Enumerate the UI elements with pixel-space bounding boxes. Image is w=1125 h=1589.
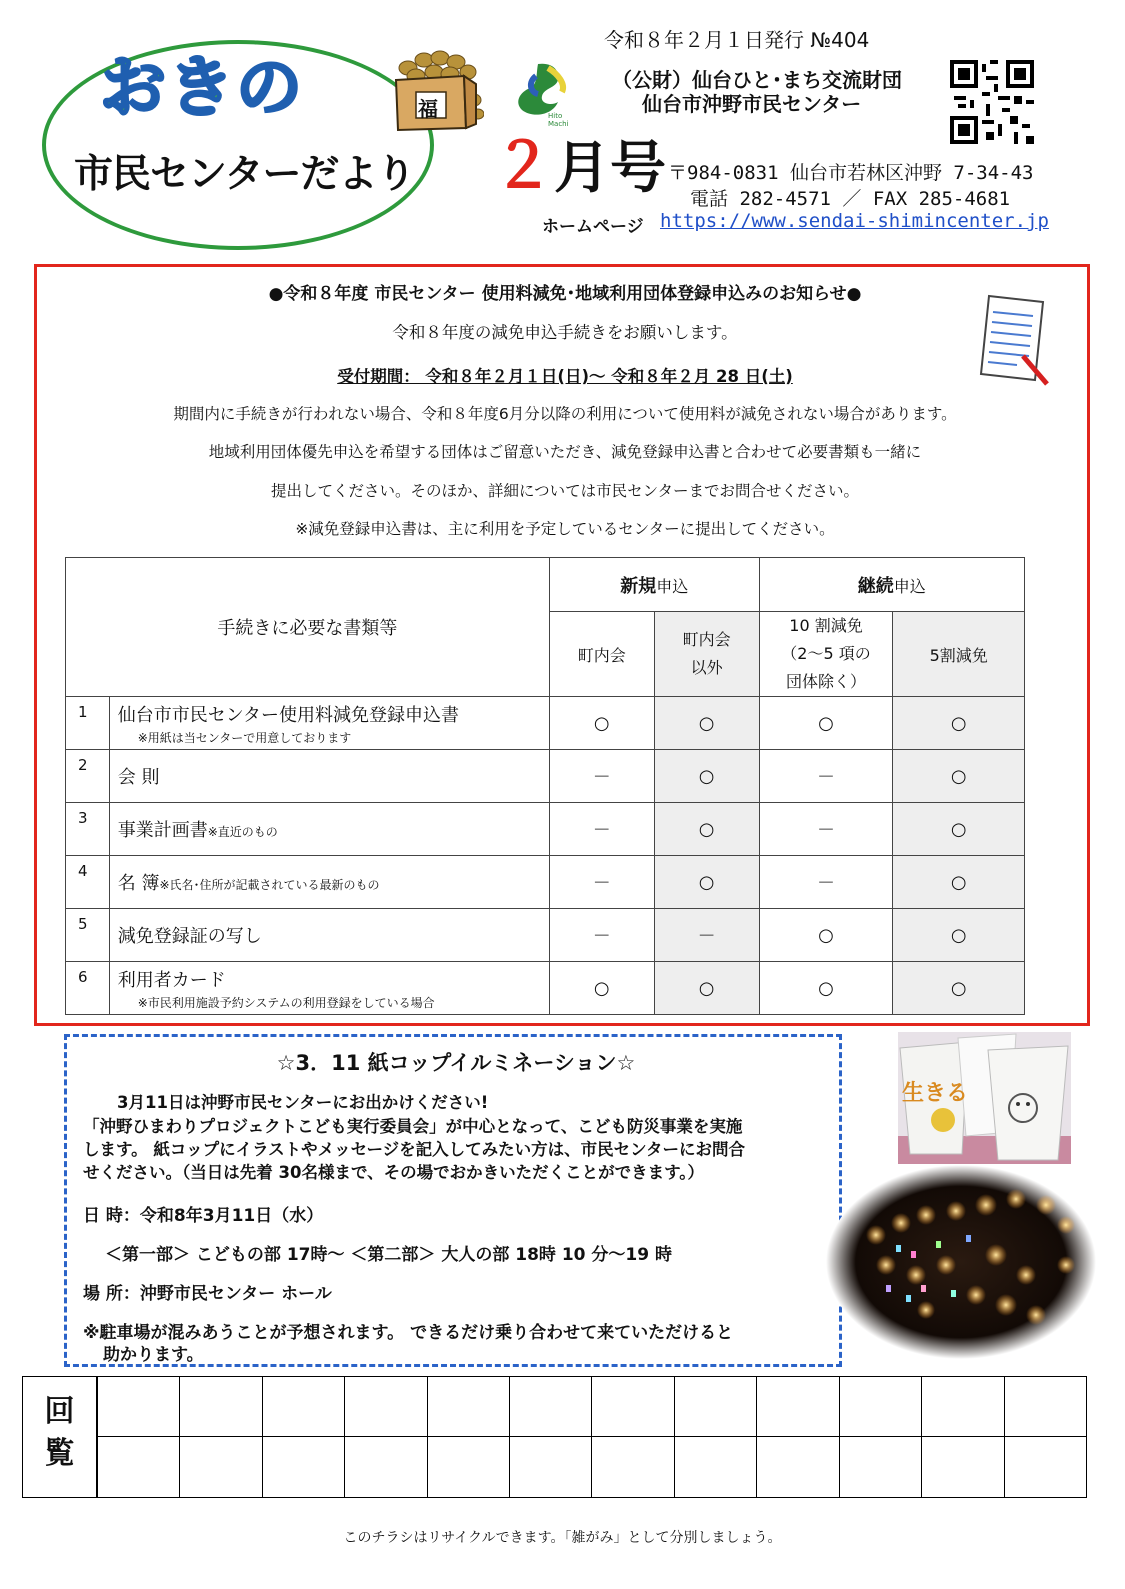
address: 〒984-0831 仙台市若林区沖野 7-34-43 [668,162,1034,184]
stamp-cell [509,1377,591,1437]
stamp-cell [1004,1377,1086,1437]
paper-cups-photo [898,1032,1071,1164]
col-chonaikai: 町内会 [549,612,654,697]
document-name-cell [109,909,549,962]
col-full-exemption [759,612,893,697]
stamp-cell [427,1377,509,1437]
requirement-mark: ○ [698,712,715,734]
reception-period: 受付期間： 令和８年２月１日(日)～ 令和８年２月 28 日(土) [337,367,793,386]
requirement-mark: ○ [950,818,967,840]
circulation-char-1: 回 [44,1394,75,1429]
table-row [66,750,1025,803]
row-number: 4 [66,856,110,909]
stamp-cell [179,1377,261,1437]
col-half-exemption: 5割減免 [893,612,1025,697]
month-heading [492,129,667,202]
continuing-application-header [759,558,1024,612]
requirement-cell [893,856,1025,909]
requirement-mark: － [817,767,835,788]
phone-fax: 電話 282-4571 ／ FAX 285-4681 [690,188,1011,210]
requirement-mark: ○ [818,924,834,946]
col-non-chonaikai [654,612,759,697]
continuing-label-suffix: 申込 [893,576,926,596]
stamp-cell [179,1437,261,1497]
stamp-cell [591,1377,673,1437]
notice-line-5: ※減免登録申込書は、主に利用を予定しているセンターに提出してください。 [295,520,835,538]
requirement-mark: － [817,820,835,841]
requirement-mark: － [592,926,611,947]
requirement-mark: ○ [818,712,834,734]
event-place: 場 所：沖野市民センター ホール [83,1284,332,1304]
cup-message: 生きる [902,1081,969,1106]
docs-header: 手続きに必要な書類等 [66,558,550,697]
requirement-cell [759,909,893,962]
requirement-mark: ○ [950,712,967,734]
new-label: 新規 [620,575,657,597]
requirement-cell [654,750,759,803]
event-para-3: します。 紙コップにイラストやメッセージを記入してみたい方は、市民センターにお問合 [83,1140,745,1159]
event-schedule: ＜第一部＞ こどもの部 17時～ ＜第二部＞ 大人の部 18時 10 分～19 時 [105,1245,672,1265]
month-number: ２ [492,129,555,202]
document-inline-note: ※直近のもの [207,825,278,839]
stamp-cell [97,1377,179,1437]
notice-line-3: 地域利用団体優先申込を希望する団体はご留意いただき、減免登録申込書と合わせて必要書類も一緒に [208,443,922,461]
continuing-label: 継続 [857,575,894,597]
requirement-cell [654,697,759,750]
requirement-mark: ○ [818,977,834,999]
logo-title: おきの [100,49,304,126]
requirement-cell [893,697,1025,750]
circulation-char-2: 覧 [44,1436,75,1471]
table-row [66,909,1025,962]
table-row [66,803,1025,856]
col2-line2: 以外 [690,658,723,677]
document-name: 会 則 [117,767,160,788]
notice-period-row [37,363,1093,387]
notice-line-2: 期間内に手続きが行われない場合、令和８年度6月分以降の利用について使用料が減免されない場合があります。 [173,405,957,423]
org-name-2: 仙台市沖野市民センター [642,92,862,116]
requirement-cell [893,750,1025,803]
event-parking-note-1: ※駐車場が混みあうことが予想されます。 できるだけ乗り合わせて来ていただけると [83,1323,734,1343]
requirement-cell [549,909,654,962]
document-pen-icon [977,292,1052,387]
requirement-cell [549,856,654,909]
requirement-cell [759,962,893,1015]
month-suffix: 月号 [554,136,667,201]
col3-line1: 10 割減免 [789,616,863,635]
logo-subtitle: 市民センターだより [74,152,415,197]
col3-line3: 団体除く） [785,672,866,691]
document-name: 利用者カード [117,969,226,991]
requirement-mark: － [592,767,611,788]
row-number: 1 [66,697,110,750]
requirement-cell [893,962,1025,1015]
org-name-1: （公財）仙台ひと･まち交流財団 [612,68,902,92]
requirement-mark: ○ [698,871,715,893]
notice-box [34,264,1090,1026]
table-row [66,962,1025,1015]
circulation-label [23,1377,97,1497]
table-row [66,697,1025,750]
requirement-cell [759,803,893,856]
stamp-cell [427,1437,509,1497]
stamp-cell [1004,1437,1086,1497]
row-number: 6 [66,962,110,1015]
document-name-cell [109,803,549,856]
document-name-cell [109,750,549,803]
table-row [66,856,1025,909]
document-name-cell [109,962,549,1015]
requirement-mark: ○ [950,924,967,946]
notice-intro: 令和８年度の減免申込手続きをお願いします。 [392,323,738,342]
notice-title: ●令和８年度 市民センター 使用料減免･地域利用団体登録申込みのお知らせ● [268,284,862,304]
requirement-cell [654,962,759,1015]
requirement-mark: ○ [698,765,715,787]
illumination-photo [826,1165,1096,1360]
requirement-cell [549,803,654,856]
requirement-cell [893,803,1025,856]
col3-line2: （2～5 項の [781,644,871,663]
event-box [64,1034,842,1367]
new-application-header [549,558,759,612]
requirement-mark: － [817,873,835,894]
requirement-mark: ○ [950,977,967,999]
col2-line1: 町内会 [682,630,731,649]
stamp-grid [97,1377,1086,1497]
stamp-cell [344,1377,426,1437]
document-name: 仙台市市民センター使用料減免登録申込書 [117,704,460,726]
row-number: 5 [66,909,110,962]
document-name-cell [109,697,549,750]
document-note: ※市民利用施設予約システムの利用登録をしている場合 [137,995,435,1010]
document-name: 事業計画書 [117,820,208,841]
event-date: 日 時：令和8年3月11日（水） [83,1206,324,1226]
event-para-4: せください。（当日は先着 30名様まで、その場でおかきいただくことができます。） [83,1163,705,1182]
requirement-mark: ○ [950,871,967,893]
document-note: ※用紙は当センターで用意しております [137,730,352,745]
document-name: 名 簿 [117,873,160,894]
stamp-cell [509,1437,591,1497]
requirement-mark: － [697,926,716,947]
requirement-mark: － [592,873,611,894]
document-name: 減免登録証の写し [117,926,262,947]
event-title: ☆3．11 紙コップイルミネーション☆ [276,1051,636,1075]
stamp-cell [262,1377,344,1437]
event-parking-note-2: 助かります。 [103,1345,204,1365]
requirement-cell [759,697,893,750]
requirement-mark: ○ [593,977,610,999]
event-para-2: 「沖野ひまわりプロジェクトこども実行委員会」が中心となって、こども防災事業を実施 [83,1117,743,1136]
stamp-cell [921,1377,1003,1437]
document-inline-note: ※氏名･住所が記載されている最新のもの [159,878,380,892]
stamp-cell [839,1377,921,1437]
requirement-mark: ○ [698,818,715,840]
row-number: 2 [66,750,110,803]
stamp-cell [344,1437,426,1497]
requirement-cell [893,909,1025,962]
masu-label: 福 [418,97,438,121]
qr-code-icon [950,60,1034,144]
homepage-label: ホームページ [542,217,644,237]
requirement-cell [549,962,654,1015]
document-name-cell [109,856,549,909]
requirement-cell [549,697,654,750]
stamp-cell [839,1437,921,1497]
stamp-cell [756,1377,838,1437]
new-label-suffix: 申込 [656,576,689,596]
stamp-cell [262,1437,344,1497]
requirement-mark: ○ [698,977,715,999]
stamp-cell [591,1437,673,1497]
requirement-cell [654,803,759,856]
stamp-cell [674,1377,756,1437]
requirement-cell [549,750,654,803]
issue-info: 令和８年２月１日発行 №404 [604,28,870,52]
stamp-cell [97,1437,179,1497]
requirement-cell [654,856,759,909]
requirement-mark: － [592,820,611,841]
notice-line-4: 提出してください。そのほか、詳細については市民センターまでお問合せください。 [270,482,860,500]
requirement-cell [759,750,893,803]
circulation-stamp-table [22,1376,1087,1498]
footer-recycle-note: このチラシはリサイクルできます。「雑がみ」として分別しましょう。 [343,1530,782,1546]
requirement-cell [759,856,893,909]
org-logo-text: Hito Machi [548,112,569,128]
requirement-cell [654,909,759,962]
requirement-mark: ○ [593,712,610,734]
homepage-link[interactable]: https://www.sendai-shimincenter.jp [660,210,1049,232]
event-para-1: 3月11日は沖野市民センターにお出かけください! [117,1093,489,1112]
row-number: 3 [66,803,110,856]
stamp-cell [921,1437,1003,1497]
stamp-cell [756,1437,838,1497]
stamp-cell [674,1437,756,1497]
requirement-mark: ○ [950,765,967,787]
required-documents-table [65,557,1025,1015]
